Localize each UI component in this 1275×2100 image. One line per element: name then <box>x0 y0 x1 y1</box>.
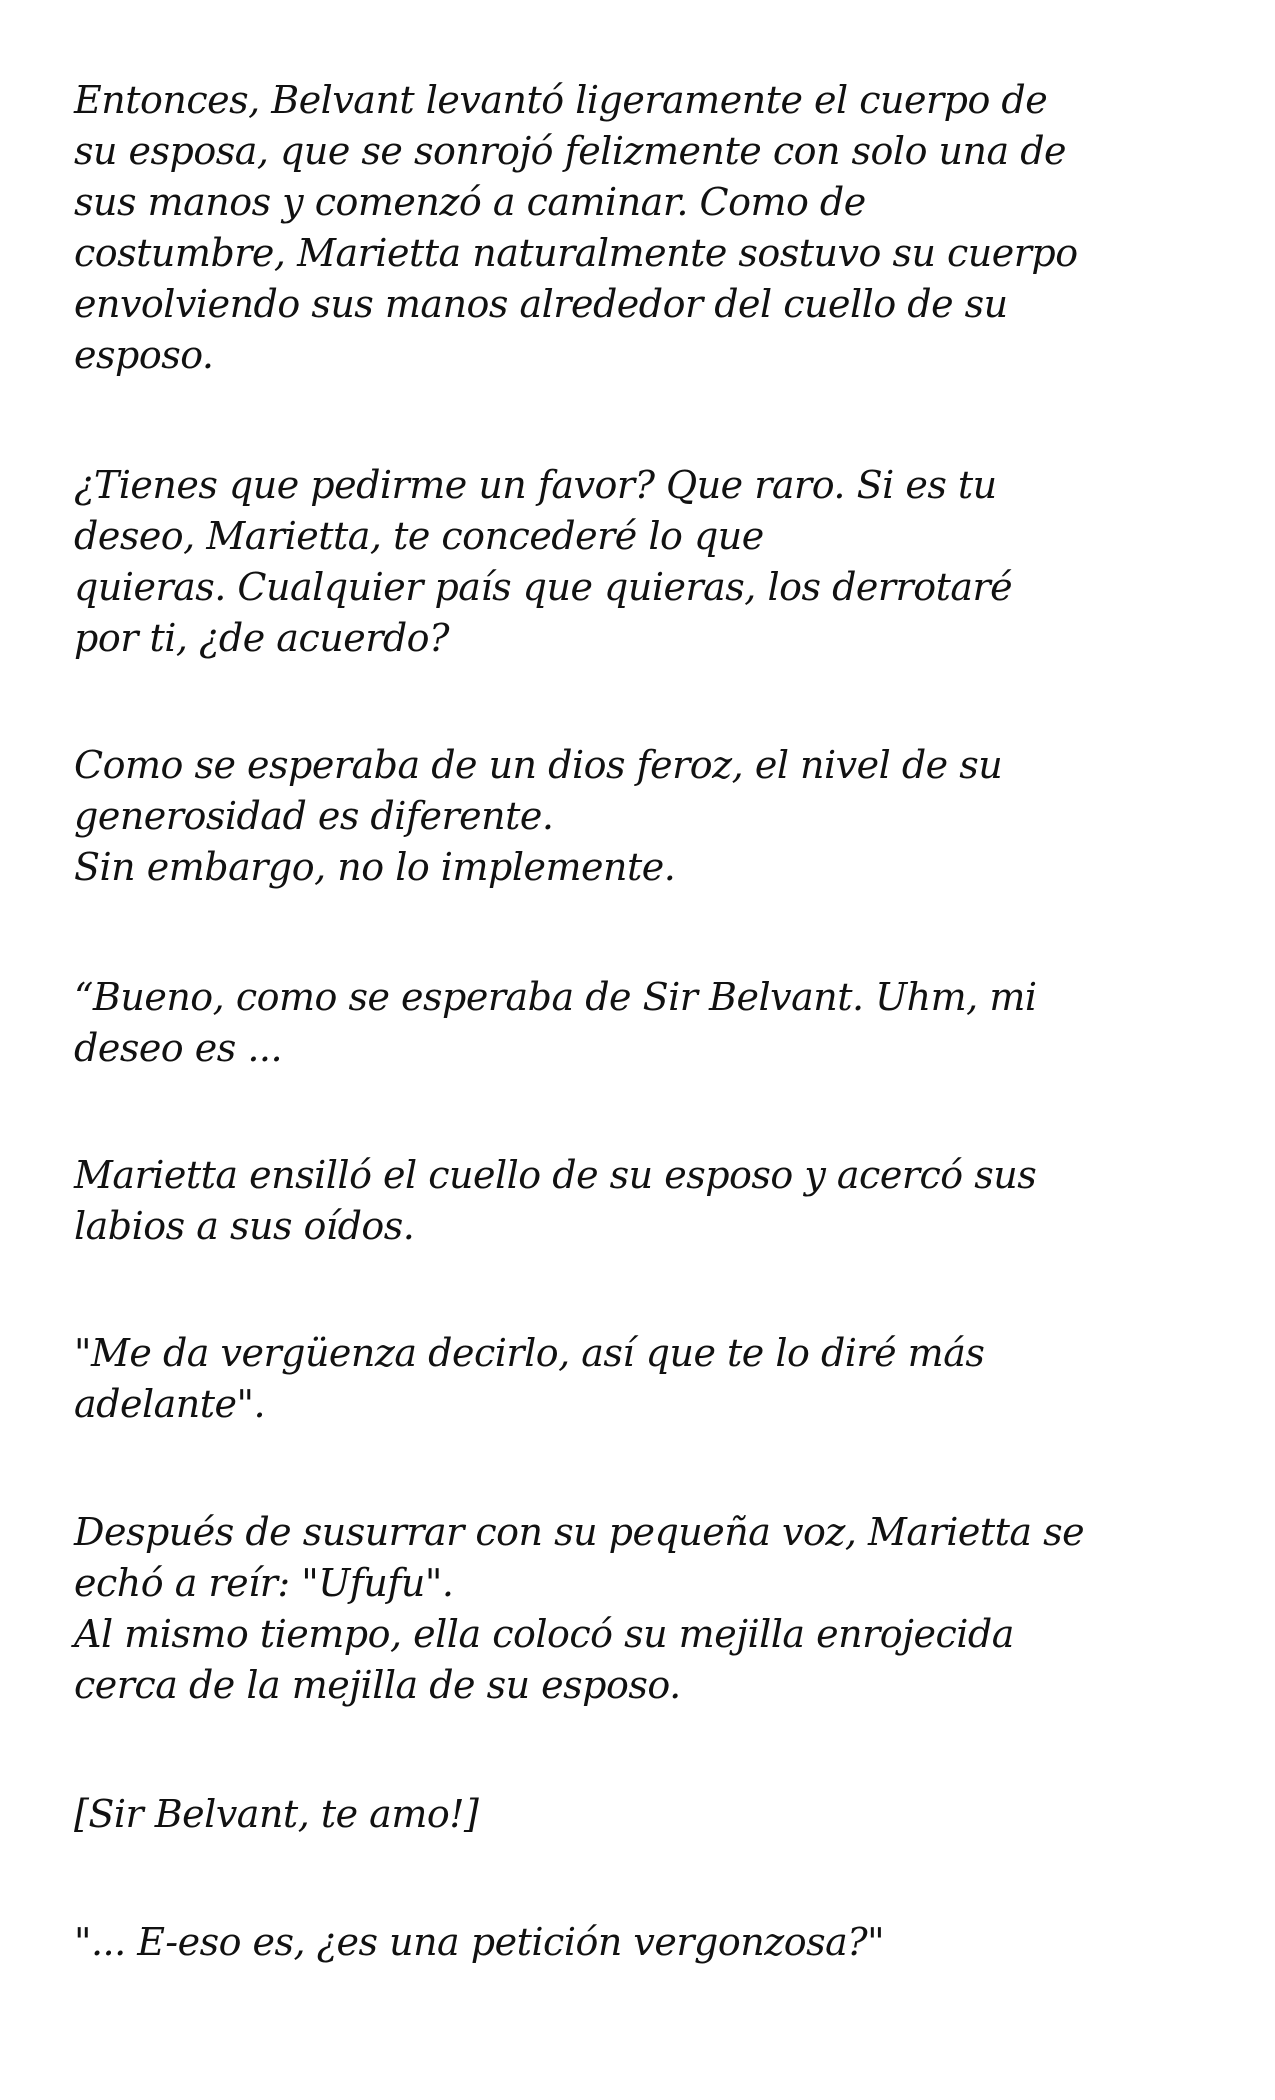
text-line: quieras. Cualquier país que quieras, los derrotaré <box>74 565 1013 609</box>
text-line: costumbre, Marietta naturalmente sostuvo su cuerpo <box>74 231 1078 275</box>
text-line: cerca de la mejilla de su esposo. <box>74 1663 681 1707</box>
text-line: labios a sus oídos. <box>74 1204 415 1248</box>
text-line: sus manos y comenzó a caminar. Como de <box>74 180 866 224</box>
text-line: Entonces, Belvant levantó ligeramente el cuerpo de <box>74 78 1048 122</box>
text-line: "... E-eso es, ¿es una petición vergonzosa?" <box>74 1920 885 1964</box>
text-line: su esposa, que se sonrojó felizmente con solo una de <box>74 129 1067 173</box>
text-line: [Sir Belvant, te amo!] <box>74 1792 479 1836</box>
text-line: generosidad es diferente. <box>74 794 554 838</box>
text-line: “Bueno, como se esperaba de Sir Belvant. Uhm, mi <box>74 975 1037 1019</box>
text-line: "Me da vergüenza decirlo, así que te lo diré más <box>74 1331 985 1375</box>
paragraph-3 <box>74 740 1214 893</box>
text-line: Sin embargo, no lo implemente. <box>74 845 676 889</box>
paragraph-9 <box>74 1917 1214 1968</box>
paragraph-4 <box>74 972 1214 1074</box>
text-line: adelante". <box>74 1382 266 1426</box>
text-line: esposo. <box>74 333 214 377</box>
paragraph-1 <box>74 75 1214 381</box>
paragraph-8 <box>74 1789 1214 1840</box>
text-line: Después de susurrar con su pequeña voz, Marietta se <box>74 1510 1085 1554</box>
text-line: Marietta ensilló el cuello de su esposo y acercó sus <box>74 1153 1037 1197</box>
text-line: ¿Tienes que pedirme un favor? Que raro. Si es tu <box>74 463 997 507</box>
paragraph-5 <box>74 1150 1214 1252</box>
text-line: Como se esperaba de un dios feroz, el nivel de su <box>74 743 1003 787</box>
text-line: por ti, ¿de acuerdo? <box>74 616 449 660</box>
paragraph-2 <box>74 460 1214 664</box>
text-line: Al mismo tiempo, ella colocó su mejilla enrojecida <box>74 1612 1014 1656</box>
text-line: deseo es ... <box>74 1026 283 1070</box>
text-line: envolviendo sus manos alrededor del cuello de su <box>74 282 1008 326</box>
text-line: deseo, Marietta, te concederé lo que <box>74 514 764 558</box>
paragraph-6 <box>74 1328 1214 1430</box>
text-line: echó a reír: "Ufufu". <box>74 1561 454 1605</box>
paragraph-7 <box>74 1507 1214 1711</box>
